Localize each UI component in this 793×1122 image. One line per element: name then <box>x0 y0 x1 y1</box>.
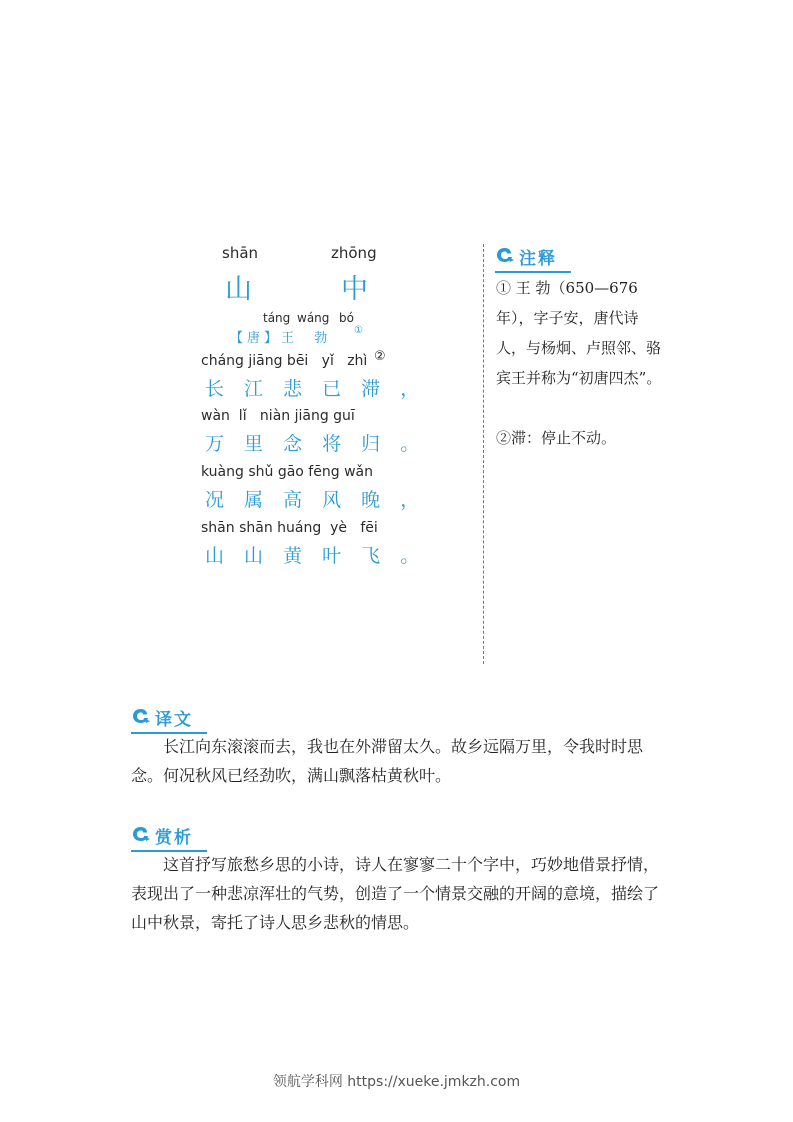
footer-watermark: 领航学科网 https://xueke.jmkzh.com <box>272 1074 521 1090</box>
author-pinyin-1: táng <box>263 311 291 325</box>
poem-line-2: 万 里 念 将 归 。 <box>205 433 427 455</box>
swirl-icon <box>131 707 151 729</box>
poem-line-4: 山 山 黄 叶 飞 。 <box>205 545 427 567</box>
appreciation-heading-label: 赏析 <box>155 828 193 848</box>
poem-line-1: 长 江 悲 已 滞 ， <box>205 378 427 400</box>
poem-line-3: 况 属 高 风 晚 ， <box>205 489 427 511</box>
appreciation-text: 这首抒写旅愁乡思的小诗，诗人在寥寥二十个字中，巧妙地借景抒情，表现出了一种悲凉浑壮的气势，创造了一个情景交融的开阔的意境，描绘了山中秋景，寄托了诗人思乡悲秋的情思。 <box>131 855 660 932</box>
appreciation-heading <box>131 823 193 848</box>
poem-line-1-note: ② <box>374 349 386 364</box>
notes-heading-label: 注释 <box>519 249 557 269</box>
poem-line-3-pinyin: kuàng shǔ gāo fēng wǎn <box>201 464 373 480</box>
poem-line-1-pinyin: cháng jiāng bēi yǐ zhì <box>201 353 368 369</box>
author-pinyin-2: wáng <box>297 311 330 325</box>
translation-heading <box>131 705 193 730</box>
swirl-icon <box>495 246 515 268</box>
note-item-1: ① 王 勃（650—676年），字子安，唐代诗人，与杨炯、卢照邻、骆宾王并称为“初唐四杰”。 <box>496 279 662 387</box>
poem-line-2-pinyin: wàn lǐ niàn jiāng guī <box>201 408 355 424</box>
author-note-marker: ① <box>354 325 363 336</box>
author-pinyin-3: bó <box>339 311 354 325</box>
poem-title-char-1: 山 <box>225 274 252 305</box>
poem-title-char-2: 中 <box>341 274 368 305</box>
column-divider <box>483 244 484 664</box>
poem-author: 【唐】王 勃 <box>230 331 332 346</box>
translation-text: 长江向东滚滚而去，我也在外滞留太久。故乡远隔万里，令我时时思念。何况秋风已经劲吹，满山飘落枯黄秋叶。 <box>131 737 644 785</box>
title-pinyin-1: shān <box>222 244 259 262</box>
poem-line-4-pinyin: shān shān huáng yè fēi <box>201 520 378 536</box>
note-item-2: ②滞：停止不动。 <box>496 429 617 447</box>
translation-heading-label: 译文 <box>155 710 193 730</box>
swirl-icon <box>131 825 151 847</box>
notes-heading <box>495 244 557 269</box>
title-pinyin-2: zhōng <box>331 244 377 262</box>
